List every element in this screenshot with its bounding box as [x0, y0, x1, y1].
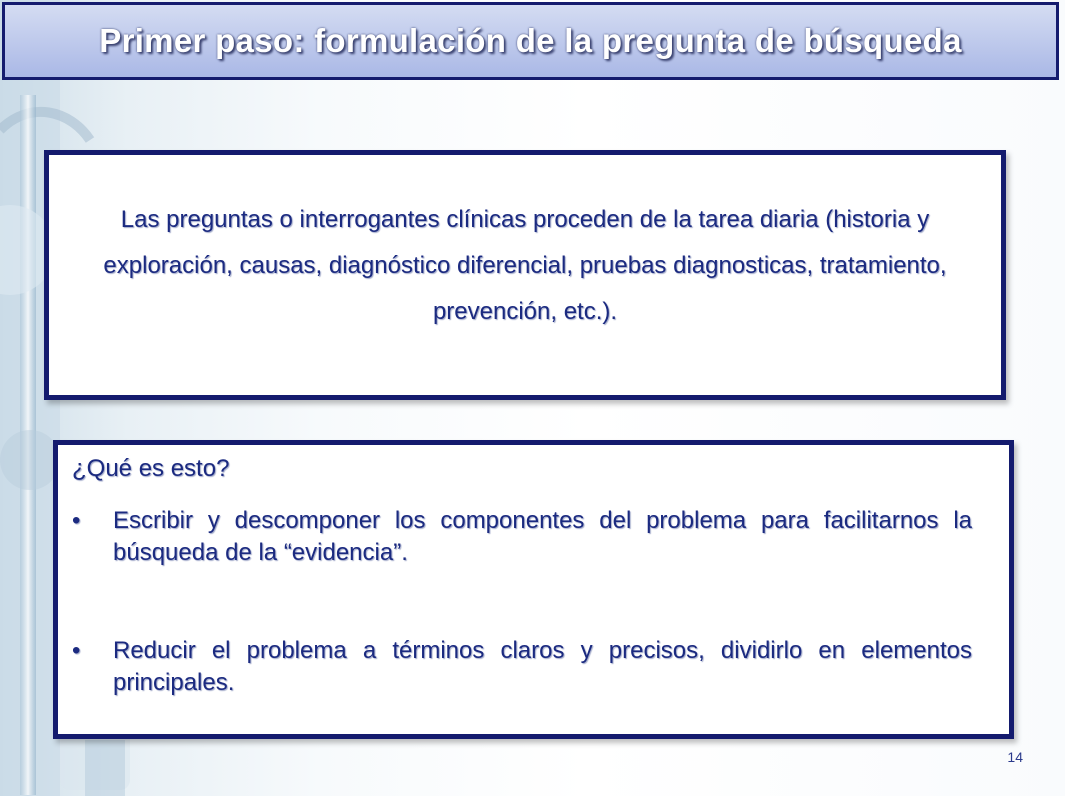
list-item: [72, 505, 972, 569]
bullet-text: Reducir el problema a términos claros y precisos, dividirlo en elementos principales.: [113, 637, 972, 696]
title-bar: [2, 2, 1059, 80]
question-heading: ¿Qué es esto?: [72, 455, 230, 482]
bullet-text: Escribir y descomponer los componentes del problema para facilitarnos la búsqueda de la “evidencia”.: [113, 507, 972, 566]
bullet-icon: •: [72, 637, 81, 664]
page-number: 14: [1007, 749, 1023, 765]
list-item: [72, 635, 972, 699]
definition-box: [53, 440, 1014, 739]
intro-text: Las preguntas o interrogantes clínicas proceden de la tarea diaria (historia y exploración, causas, diagnóstico diferencial, pruebas diagnosticas, tratamiento, prevención, etc.).: [103, 206, 947, 325]
bullet-icon: •: [72, 507, 81, 534]
slide-title: Primer paso: formulación de la pregunta de búsqueda: [99, 22, 962, 59]
intro-box: [44, 150, 1006, 400]
